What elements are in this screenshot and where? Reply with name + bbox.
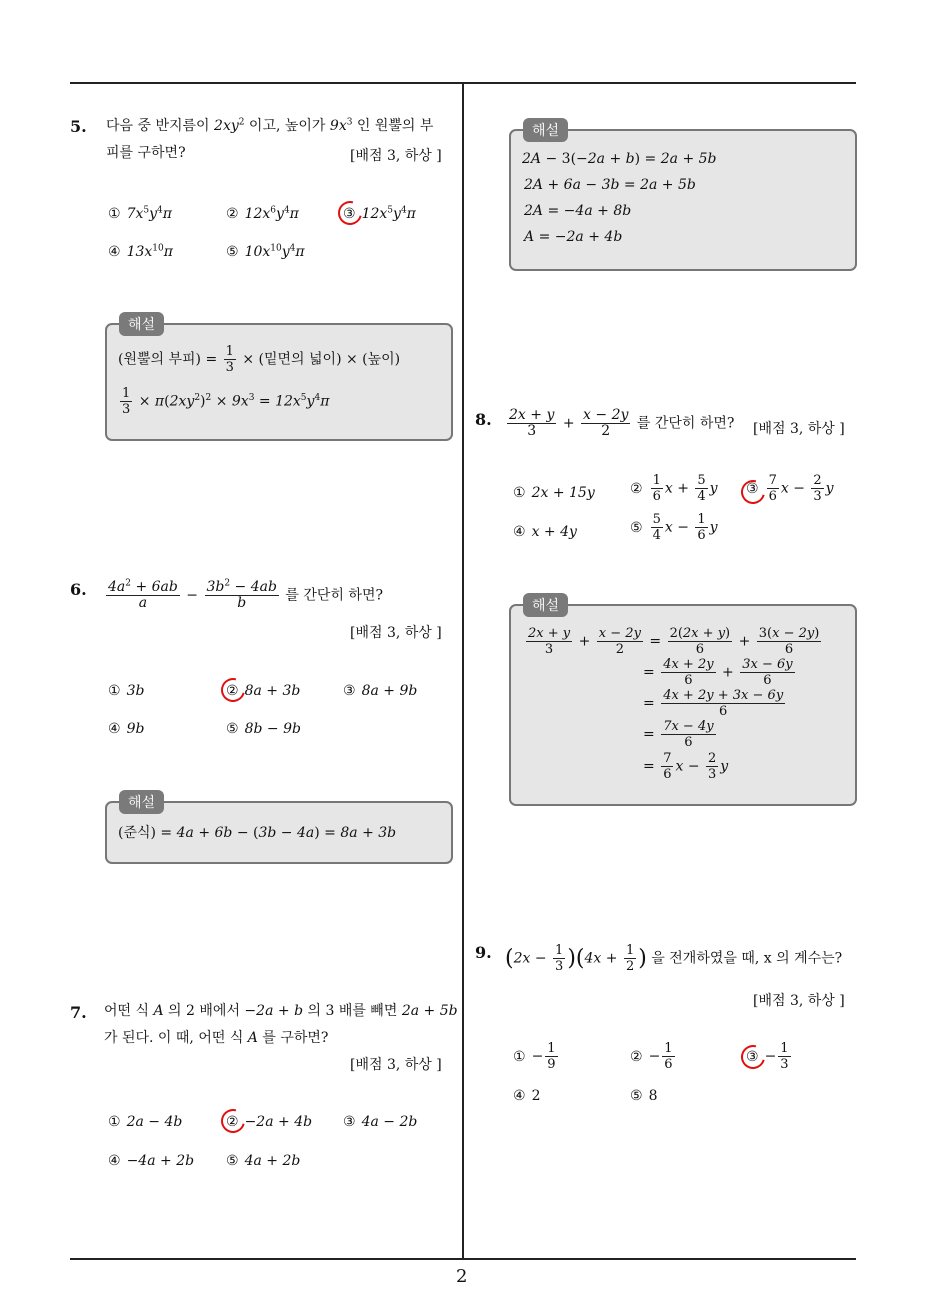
question-8-score: [배점 3, 하상 ]: [753, 421, 845, 437]
question-8-text: $\frac{2x + y}{3}$ + $\frac{x - 2y}{2}$ 를 간단히 하면?: [509, 407, 735, 439]
question-9-score: [배점 3, 하상 ]: [753, 993, 845, 1009]
q7-solution-line-2: 2A + 6a − 3b = 2a + 5b: [524, 177, 696, 193]
question-5-line-2: 피를 구하면?: [106, 145, 186, 161]
question-9-number: 9.: [475, 943, 492, 962]
q8-choice-2[interactable]: ② $\frac{1}{6}$ x + $\frac{5}{4}$ y: [630, 473, 718, 504]
question-5-score: [배점 3, 하상 ]: [350, 148, 442, 164]
q9-choice-2[interactable]: ② − $\frac{1}{6}$: [630, 1041, 673, 1072]
question-6-score: [배점 3, 하상 ]: [350, 625, 442, 641]
question-9-suffix: 을 전개하였을 때, x 의 계수는?: [651, 950, 843, 967]
q6-solution-tag: 해설: [119, 790, 164, 814]
q7-solution-line-4: A = −2a + 4b: [524, 229, 623, 245]
question-7-number: 7.: [70, 1003, 87, 1022]
question-7-line-1: 어떤 식 A 의 2 배에서 −2a + b 의 3 배를 빼면 2a + 5b: [104, 1003, 458, 1019]
question-9-text: (2x − $\frac{1}{3}$ )(4x + $\frac{1}{2}$ ) 을 전개하였을 때, x 의 계수는?: [505, 943, 843, 974]
q7-choice-1[interactable]: ① 2a − 4b: [108, 1114, 183, 1130]
question-6-text: $\frac{4a^2 + 6ab}{a}$ − $\frac{3b^2 - 4ab}{b}$ 를 간단히 하면?: [108, 578, 383, 611]
q7-choice-3[interactable]: ③ 4a − 2b: [343, 1114, 418, 1130]
q6-choice-1[interactable]: ① 3b: [108, 683, 145, 699]
question-7-line-2: 가 된다. 이 때, 어떤 식 A 를 구하면?: [104, 1030, 329, 1046]
q8-choice-1[interactable]: ① 2x + 15y: [513, 485, 595, 501]
q5-choice-4[interactable]: ④ $13x^{10}\pi$: [108, 243, 173, 260]
q5-choice-1[interactable]: ① $7x^5y^4\pi$: [108, 205, 172, 222]
column-divider: [462, 82, 464, 1260]
q9-choice-1[interactable]: ① − $\frac{1}{9}$: [513, 1041, 556, 1072]
q5-solution-tag: 해설: [119, 312, 164, 336]
q7-choice-5[interactable]: ⑤ 4a + 2b: [226, 1153, 301, 1169]
q6-choice-3[interactable]: ③ 8a + 9b: [343, 683, 418, 699]
q6-choice-5[interactable]: ⑤ 8b − 9b: [226, 721, 301, 737]
q6-solution-line-1: (준식) = 4a + 6b − (3b − 4a) = 8a + 3b: [118, 825, 397, 841]
q7-choice-4[interactable]: ④ −4a + 2b: [108, 1153, 195, 1169]
q9-choice-4[interactable]: ④ 2: [513, 1088, 541, 1104]
q6-choice-2[interactable]: ② 8a + 3b: [226, 683, 301, 699]
question-5-line-1: 다음 중 반지름이 $2xy^2$ 이고, 높이가 $9x^3$ 인 원뿔의 부: [106, 117, 434, 134]
question-7-text: [104, 998, 460, 1052]
question-8-suffix: 를 간단히 하면?: [636, 415, 735, 432]
q8-choice-5[interactable]: ⑤ $\frac{5}{4}$ x − $\frac{1}{6}$ y: [630, 512, 718, 543]
q5-choice-2[interactable]: ② $12x^6y^4\pi$: [226, 205, 299, 222]
q9-choice-5[interactable]: ⑤ 8: [630, 1088, 658, 1104]
q8-solution-line-1: $\frac{2x + y}{3}$ + $\frac{x - 2y}{2}$ = $\frac{2(2x + y)}{6}$ + $\frac{3(x - 2y)}{6}$: [528, 626, 820, 657]
q7-solution-line-3: 2A = −4a + 8b: [524, 203, 632, 219]
q8-solution-tag: 해설: [523, 593, 568, 617]
q5-solution-line-2: $\frac{1}{3}$ × $\pi(2xy^2)^2 \times 9x^3 = 12x^5y^4\pi$: [122, 386, 330, 417]
q8-solution-line-2: = $\frac{4x + 2y}{6}$ + $\frac{3x - 6y}{6}$: [643, 657, 793, 688]
q7-solution-line-1: 2A − 3(−2a + b) = 2a + 5b: [522, 151, 717, 167]
q5-choice-3[interactable]: ③ $12x^5y^4\pi$: [343, 205, 416, 222]
question-5-number: 5.: [70, 117, 87, 136]
q7-choice-2[interactable]: ② −2a + 4b: [226, 1114, 313, 1130]
q9-choice-3[interactable]: ③ − $\frac{1}{3}$: [746, 1041, 789, 1072]
page-number: 2: [456, 1266, 468, 1287]
bottom-rule: [70, 1258, 856, 1260]
q7-solution-tag: 해설: [523, 118, 568, 142]
q8-choice-3[interactable]: ③ $\frac{7}{6}$ x − $\frac{2}{3}$ y: [746, 473, 834, 504]
q6-choice-4[interactable]: ④ 9b: [108, 721, 145, 737]
q5-solution-box: [105, 323, 453, 441]
q8-solution-line-3: = $\frac{4x + 2y + 3x - 6y}{6}$: [643, 688, 784, 719]
q5-solution-line-1: (원뿔의 부피) = $\frac{1}{3}$ × (밑면의 넓이) × (높이): [118, 344, 401, 375]
question-6-suffix: 를 간단히 하면?: [285, 587, 383, 604]
question-8-number: 8.: [475, 410, 492, 429]
question-6-number: 6.: [70, 580, 87, 599]
q8-choice-4[interactable]: ④ x + 4y: [513, 524, 577, 540]
q8-solution-line-5: = $\frac{7}{6}$ x − $\frac{2}{3}$ y: [643, 751, 729, 782]
q8-solution-line-4: = $\frac{7x - 4y}{6}$: [643, 719, 714, 750]
q5-choice-5[interactable]: ⑤ $10x^{10}y^4\pi$: [226, 243, 305, 260]
question-7-score: [배점 3, 하상 ]: [350, 1057, 442, 1073]
